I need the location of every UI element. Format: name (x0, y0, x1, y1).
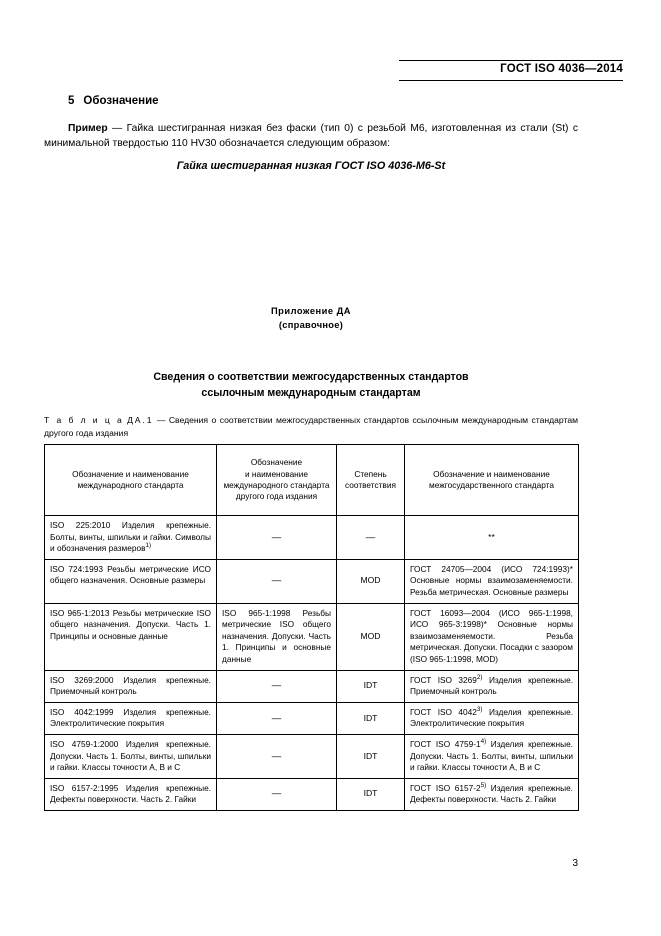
cell-text: Изделия крепежные. Допуски. Часть 1. Болты, винты, шпильки и гайки. Классы точности А, В и С (410, 738, 573, 773)
table-row (45, 603, 579, 670)
cell-interstate: ГОСТ 16093—2004 (ИСО 965-1:1998, ИСО 965-3:1998)* Основные нормы взаимозаменяемости. Резьба метрическая. Допуски. Посадки с зазором (ISO 965-1:1998, MOD) (405, 603, 579, 670)
cell-other-year: — (217, 702, 337, 734)
cell-international: ISO 6157-2:1995 Изделия крепежные. Дефекты поверхности. Часть 2. Гайки (45, 778, 217, 810)
table-body (45, 516, 579, 811)
cell-other-year: — (217, 734, 337, 778)
cell-footnote-marker: 3) (476, 705, 483, 713)
cell-text: ГОСТ ISO 4759-1 (410, 738, 481, 749)
cell-international: ISO 3269:2000 Изделия крепежные. Приемочный контроль (45, 670, 217, 702)
example-text: Гайка шестигранная низкая без фаски (тип 0) с резьбой М6, изготовленная из стали (St) с минимальной твердостью 110 HV30 обозначается следующим образом: (44, 123, 578, 149)
annex-name-line1: Сведения о соответствии межгосударственных стандартов (153, 371, 469, 383)
cell-interstate (405, 778, 579, 810)
table-row (45, 734, 579, 778)
cell-footnote-marker: 5) (480, 781, 487, 789)
cell-text: Изделия крепежные. Дефекты поверхности. Часть 2. Гайки (410, 782, 573, 805)
header-line: международного стандарта (77, 480, 184, 490)
table-caption-text: Сведения о соответствии межгосударственных стандартов ссылочным международным стандартам другого года издания (44, 415, 579, 438)
cell-international: ISO 965-1:2013 Резьбы метрические ISO общего назначения. Допуски. Часть 1. Принципы и основные данные (45, 603, 217, 670)
table-row (45, 670, 579, 702)
cell-other-year: — (217, 778, 337, 810)
cell-interstate: ГОСТ 24705—2004 (ИСО 724:1993)* Основные нормы взаимозаменяемости. Резьба метрическая. Основные размеры (405, 559, 579, 603)
table-row (45, 516, 579, 560)
header-bottom-rule (399, 80, 623, 81)
cell-footnote-marker: 4) (480, 738, 487, 746)
header-line: Степень (354, 468, 387, 479)
cell-other-year: — (217, 516, 337, 560)
correspondence-table (44, 444, 579, 811)
table-row (45, 778, 579, 810)
cell-other-year: ISO 965-1:1998 Резьбы метрические ISO общего назначения. Допуски. Часть 1. Принципы и основные данные (217, 603, 337, 670)
header-line: Обозначение (250, 457, 303, 468)
cell-footnote-marker: 1) (145, 542, 152, 550)
cell-degree: MOD (337, 559, 405, 603)
cell-other-year: — (217, 559, 337, 603)
page-number: 3 (572, 858, 578, 869)
table-caption-label: Т а б л и ц а (44, 415, 124, 425)
cell-text: Изделия крепежные. Приемочный контроль (410, 674, 573, 697)
cell-international: ISO 4759-1:2000 Изделия крепежные. Допуски. Часть 1. Болты, винты, шпильки и гайки. Классы точности А, В и С (45, 734, 217, 778)
header-line: международного стандарта (223, 480, 330, 490)
example-dash: — (111, 123, 123, 134)
table-header-row (45, 445, 579, 516)
header-line: Обозначение и наименование (72, 468, 189, 479)
table-header (45, 445, 579, 516)
table-col-header-international (45, 445, 217, 516)
cell-degree: IDT (337, 670, 405, 702)
header-top-rule (399, 60, 623, 61)
cell-text: ГОСТ ISO 6157-2 (410, 782, 481, 793)
cell-degree: IDT (337, 702, 405, 734)
section-number: 5 (68, 95, 75, 107)
cell-text: ГОСТ ISO 3269 (410, 674, 477, 685)
header-line: и наименование (244, 468, 309, 479)
cell-international: ISO 4042:1999 Изделия крепежные. Электролитические покрытия (45, 702, 217, 734)
cell-international: ISO 724:1993 Резьбы метрические ИСО общего назначения. Основные размеры (45, 559, 217, 603)
cell-degree: MOD (337, 603, 405, 670)
example-paragraph (44, 121, 578, 151)
table-col-header-other-year (217, 445, 337, 516)
cell-interstate (405, 702, 579, 734)
cell-footnote-marker: 2) (476, 673, 483, 681)
annex-title: Приложение ДА (271, 306, 351, 316)
header-line: другого года издания (235, 491, 318, 502)
section-heading (68, 95, 159, 107)
table-col-header-interstate (405, 445, 579, 516)
cell-interstate (405, 734, 579, 778)
cell-international (45, 516, 217, 560)
header-line: межгосударственного стандарта (428, 480, 554, 490)
table-caption (44, 414, 578, 439)
example-label: Пример (68, 123, 108, 134)
designation-example: Гайка шестигранная низкая ГОСТ ISO 4036-M6-St (176, 160, 446, 172)
cell-degree: — (337, 516, 405, 560)
section-title: Обозначение (83, 95, 159, 107)
cell-text: Изделия крепежные. Электролитические покрытия (410, 706, 573, 729)
cell-degree: IDT (337, 778, 405, 810)
cell-text: ISO 225:2010 Изделия крепежные. Болты, винты, шпильки и гайки. Символы и обозначения размеров (50, 520, 211, 554)
table-col-header-degree (337, 445, 405, 516)
cell-degree: IDT (337, 734, 405, 778)
annex-subtitle: (справочное) (278, 320, 344, 330)
table-caption-dash: — (156, 415, 166, 425)
header-line: Обозначение и наименование (433, 468, 550, 479)
cell-interstate (405, 670, 579, 702)
cell-interstate: ** (405, 516, 579, 560)
table-row (45, 559, 579, 603)
annex-name (44, 370, 578, 401)
table-row (45, 702, 579, 734)
cell-other-year: — (217, 670, 337, 702)
standard-header-title: ГОСТ ISO 4036—2014 (500, 63, 623, 75)
header-line: соответствия (345, 480, 396, 490)
cell-text: ГОСТ ISO 4042 (410, 706, 477, 717)
table-caption-number: ДА.1 (127, 415, 154, 425)
annex-name-line2: ссылочным международным стандартам (201, 386, 421, 399)
